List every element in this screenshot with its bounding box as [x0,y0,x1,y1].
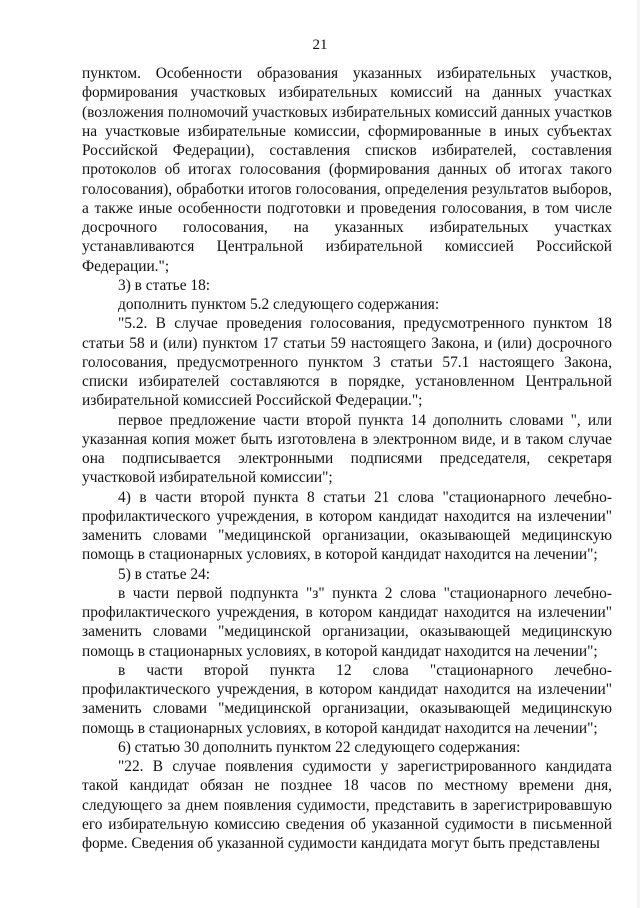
paragraph-5: первое предложение части второй пункта 14 дополнить словами ", или указанная копия может быть изготовлена в электронном виде, и в таком случае она подписывается электронными подписями председателя, секретаря участковой избирательной комиссии"; [82,411,612,487]
paragraph-2: 3) в статье 18: [118,276,211,294]
paragraph-11: "22. В случае появления судимости у зарегистрированного кандидата такой кандидат обязан не позднее 18 часов по местному времени дня, следующего за днем появления судимости, представить в зарегистрировавшую его избирательную комиссию сведения об указанной судимости в письменной форме. Сведения об указанной судимости кандидата могут быть представлены [82,758,612,852]
paragraph-10: 6) статью 30 дополнить пунктом 22 следующего содержания: [118,738,521,756]
page-number: 21 [312,37,328,53]
paragraph-8: в части первой подпункта "з" пункта 2 слова "стационарного лечебно-профилактического учреждения, в котором кандидат находится на излечении" заменить словами "медицинской организации, оказывающей медицинскую помощь в стационарных условиях, в которой кандидат находится на лечении"; [82,584,612,660]
paragraph-3: дополнить пунктом 5.2 следующего содержания: [118,296,440,313]
paragraph-4: "5.2. В случае проведения голосования, предусмотренного пунктом 18 статьи 58 и (или) пунктом 17 статьи 59 настоящего Закона, и (или) досрочного голосования, предусмотренного пунктом 3 статьи 57.1 настоящего Закона, списки избирателей составляются в порядке, установленном Центральной избирательной комиссией Российской Федерации."; [82,315,612,410]
paragraph-9: в части второй пункта 12 слова "стационарного лечебно-профилактического учреждения, в котором кандидат находится на излечении" заменить словами "медицинской организации, оказывающей медицинскую помощь в стационарных условиях, в которой кандидат находится на лечении"; [82,661,612,737]
document-body [82,64,612,853]
paragraph-7: 5) в статье 24: [118,565,211,583]
paragraph-6: 4) в части второй пункта 8 статьи 21 слова "стационарного лечебно-профилактического учреждения, в котором кандидат находится на излечении" заменить словами "медицинской организации, оказывающей медицинскую помощь в стационарных условиях, в которой кандидат находится на лечении"; [82,488,612,564]
paragraph-1: пунктом. Особенности образования указанных избирательных участков, формирования участковых избирательных комиссий на данных участках (возложения полномочий участковых избирательных комиссий данных участков на участковые избирательные комиссии, сформированные в иных субъектах Российской Федерации), составления списков избирателей, составления протоколов об итогах голосования (формирования данных об итогах такого голосования), обработки итогов голосования, определения результатов выборов, а также иные особенности подготовки и проведения голосования, в том числе досрочного голосования, на указанных избирательных участках устанавливаются Центральной избирательной комиссией Российской Федерации."; [82,65,612,275]
